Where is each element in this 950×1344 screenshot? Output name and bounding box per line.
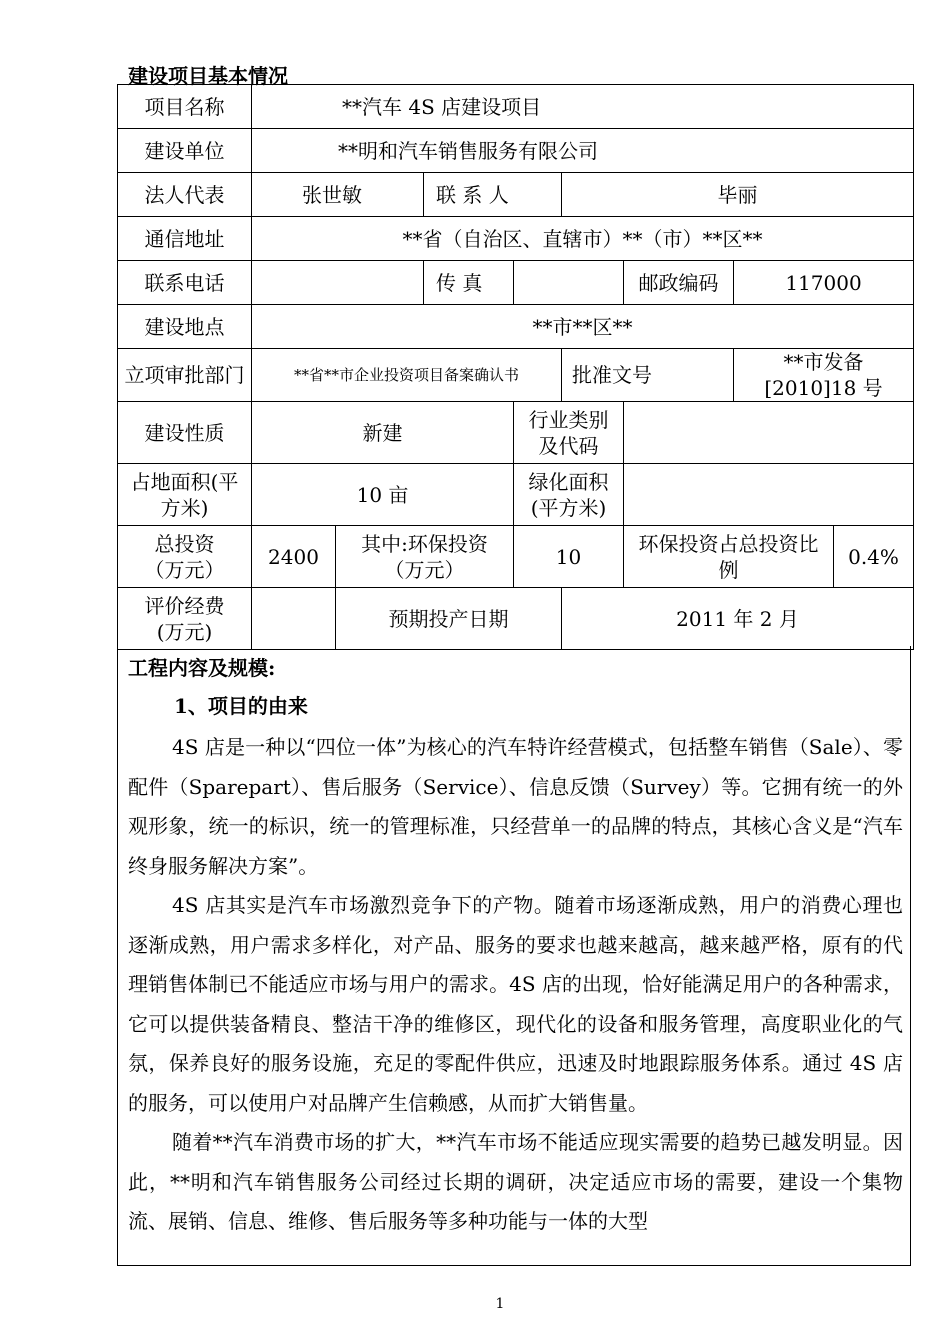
- section-title: 建设项目基本情况: [128, 64, 288, 88]
- table-row: [118, 588, 914, 650]
- value-builder: **明和汽车销售服务有限公司: [252, 129, 914, 173]
- table-row: [118, 526, 914, 588]
- content-subheading: 1、项目的由来: [174, 694, 308, 718]
- table-row: [118, 349, 914, 402]
- paragraph: 随着**汽车消费市场的扩大，**汽车市场不能适应现实需要的趋势已越发明显。因此，**明和汽车销售服务公司经过长期的调研，决定适应市场的需要，建设一个集物流、展销、信息、维修、售后服务等多种功能与一体的大型: [128, 1130, 903, 1233]
- table-row: [118, 305, 914, 349]
- table-row: [118, 402, 914, 464]
- paragraph: 4S 店是一种以“四位一体”为核心的汽车特许经营模式，包括整车销售（Sale）、零配件（Sparepart）、售后服务（Service）、信息反馈（Survey）等。它拥有统一的外观形象，统一的标识，统一的管理标准，只经营单一的品牌的特点，其核心含义是“汽车终身服务解决方案”。: [128, 735, 903, 878]
- label-approval-no: 批准文号: [562, 349, 734, 402]
- label-industry: 行业类别及代码: [514, 402, 624, 464]
- value-env-invest: 10: [514, 526, 624, 588]
- project-info-table: [117, 84, 914, 650]
- value-industry: [624, 402, 914, 464]
- label-site: 建设地点: [118, 305, 252, 349]
- value-fax: [514, 261, 624, 305]
- value-contact: 毕丽: [562, 173, 914, 217]
- value-address: **省（自治区、直辖市）**（市）**区**: [252, 217, 914, 261]
- value-env-ratio: 0.4%: [834, 526, 914, 588]
- table-row: [118, 261, 914, 305]
- label-postcode: 邮政编码: [624, 261, 734, 305]
- label-eval-fee: 评价经费(万元): [118, 588, 252, 650]
- table-row: [118, 464, 914, 526]
- label-env-ratio: 环保投资占总投资比例: [624, 526, 834, 588]
- page-number: 1: [495, 1296, 505, 1312]
- label-total-invest: 总投资（万元）: [118, 526, 252, 588]
- label-project-name: 项目名称: [118, 85, 252, 129]
- label-nature: 建设性质: [118, 402, 252, 464]
- content-body: [128, 728, 903, 1242]
- label-address: 通信地址: [118, 217, 252, 261]
- project-content-section: [117, 646, 911, 1266]
- label-start-date: 预期投产日期: [336, 588, 562, 650]
- value-postcode: 117000: [734, 261, 914, 305]
- label-area: 占地面积(平方米): [118, 464, 252, 526]
- label-green-area: 绿化面积(平方米): [514, 464, 624, 526]
- label-fax: 传 真: [424, 261, 514, 305]
- value-site: **市**区**: [252, 305, 914, 349]
- value-approval-no: **市发备[2010]18 号: [734, 349, 914, 402]
- label-phone: 联系电话: [118, 261, 252, 305]
- table-row: [118, 173, 914, 217]
- value-dept: **省**市企业投资项目备案确认书: [252, 349, 562, 402]
- value-green-area: [624, 464, 914, 526]
- label-builder: 建设单位: [118, 129, 252, 173]
- label-dept: 立项审批部门: [118, 349, 252, 402]
- value-project-name: **汽车 4S 店建设项目: [252, 85, 914, 129]
- paragraph: 4S 店其实是汽车市场激烈竞争下的产物。随着市场逐渐成熟，用户的消费心理也逐渐成熟，用户需求多样化，对产品、服务的要求也越来越高，越来越严格，原有的代理销售体制已不能适应市场与用户的需求。4S 店的出现，恰好能满足用户的各种需求，它可以提供装备精良、整洁干净的维修区，现代化的设备和服务管理，高度职业化的气氛，保养良好的服务设施，充足的零配件供应，迅速及时地跟踪服务体系。通过 4S 店的服务，可以使用户对品牌产生信赖感，从而扩大销售量。: [128, 893, 903, 1115]
- table-row: [118, 129, 914, 173]
- value-area: 10 亩: [252, 464, 514, 526]
- content-heading: 工程内容及规模:: [128, 656, 276, 680]
- value-total-invest: 2400: [252, 526, 336, 588]
- label-env-invest: 其中:环保投资（万元）: [336, 526, 514, 588]
- value-phone: [252, 261, 424, 305]
- value-nature: 新建: [252, 402, 514, 464]
- value-start-date: 2011 年 2 月: [562, 588, 914, 650]
- label-contact: 联 系 人: [424, 173, 562, 217]
- value-eval-fee: [252, 588, 336, 650]
- table-row: [118, 85, 914, 129]
- value-legal-rep: 张世敏: [252, 173, 424, 217]
- label-legal-rep: 法人代表: [118, 173, 252, 217]
- table-row: [118, 217, 914, 261]
